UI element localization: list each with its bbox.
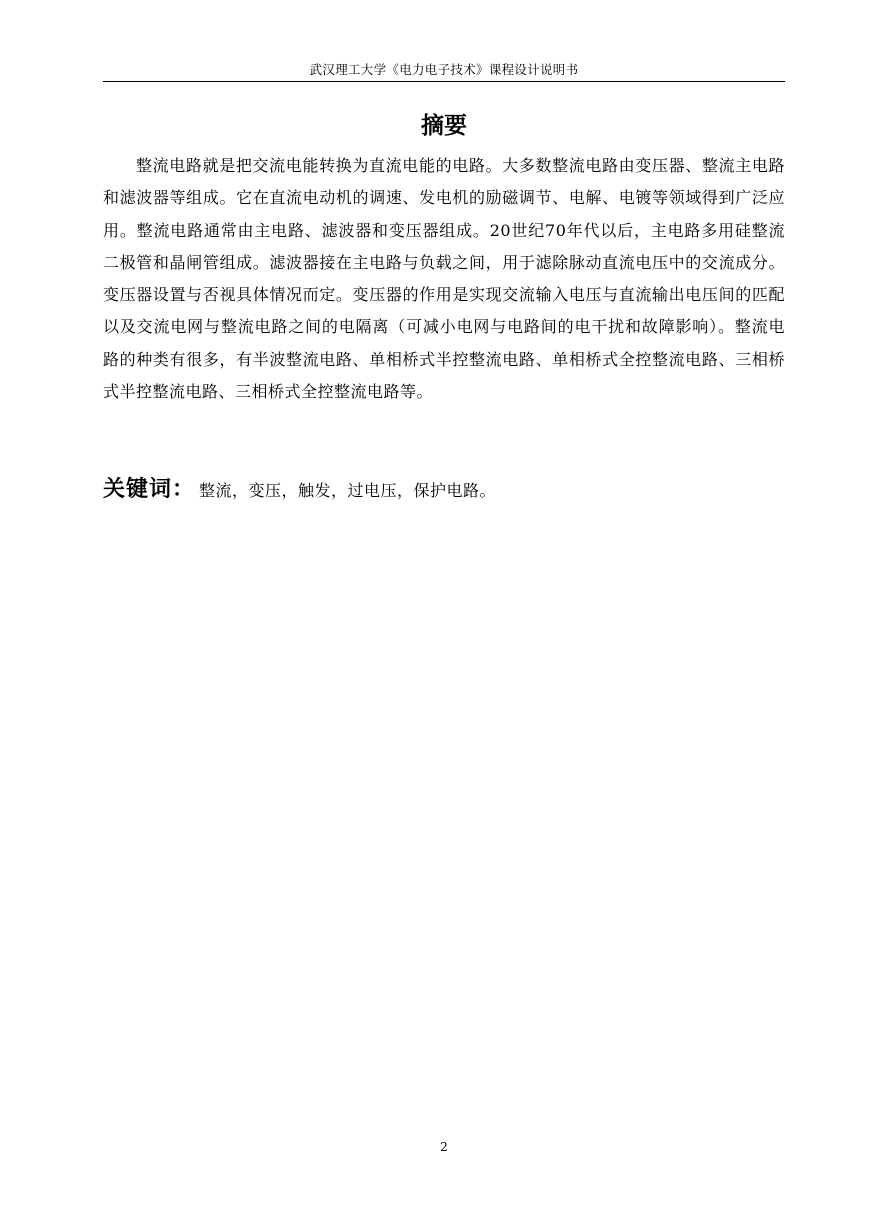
page-header xyxy=(103,61,785,82)
keywords-line xyxy=(103,474,785,507)
keywords-value: 整流，变压，触发，过电压，保护电路。 xyxy=(199,481,497,500)
abstract-body: 整流电路就是把交流电能转换为直流电能的电路。大多数整流电路由变压器、整流主电路和滤波器等组成。它在直流电动机的调速、发电机的励磁调节、电解、电镀等领域得到广泛应用。整流电路通常由主电路、滤波器和变压器组成。20世纪70年代以后，主电路多用硅整流二极管和晶闸管组成。滤波器接在主电路与负载之间，用于滤除脉动直流电压中的交流成分。变压器设置与否视具体情况而定。变压器的作用是实现交流输入电压与直流输出电压间的匹配以及交流电网与整流电路之间的电隔离（可减小电网与电路间的电干扰和故障影响）。整流电路的种类有很多，有半波整流电路、单相桥式半控整流电路、单相桥式全控整流电路、三相桥式半控整流电路、三相桥式全控整流电路等。 xyxy=(103,156,785,402)
running-title: 武汉理工大学《电力电子技术》课程设计说明书 xyxy=(309,62,579,77)
abstract-title: 摘要 xyxy=(421,113,467,139)
page-number: 2 xyxy=(440,1140,448,1154)
keywords-label: 关键词： xyxy=(103,477,196,502)
